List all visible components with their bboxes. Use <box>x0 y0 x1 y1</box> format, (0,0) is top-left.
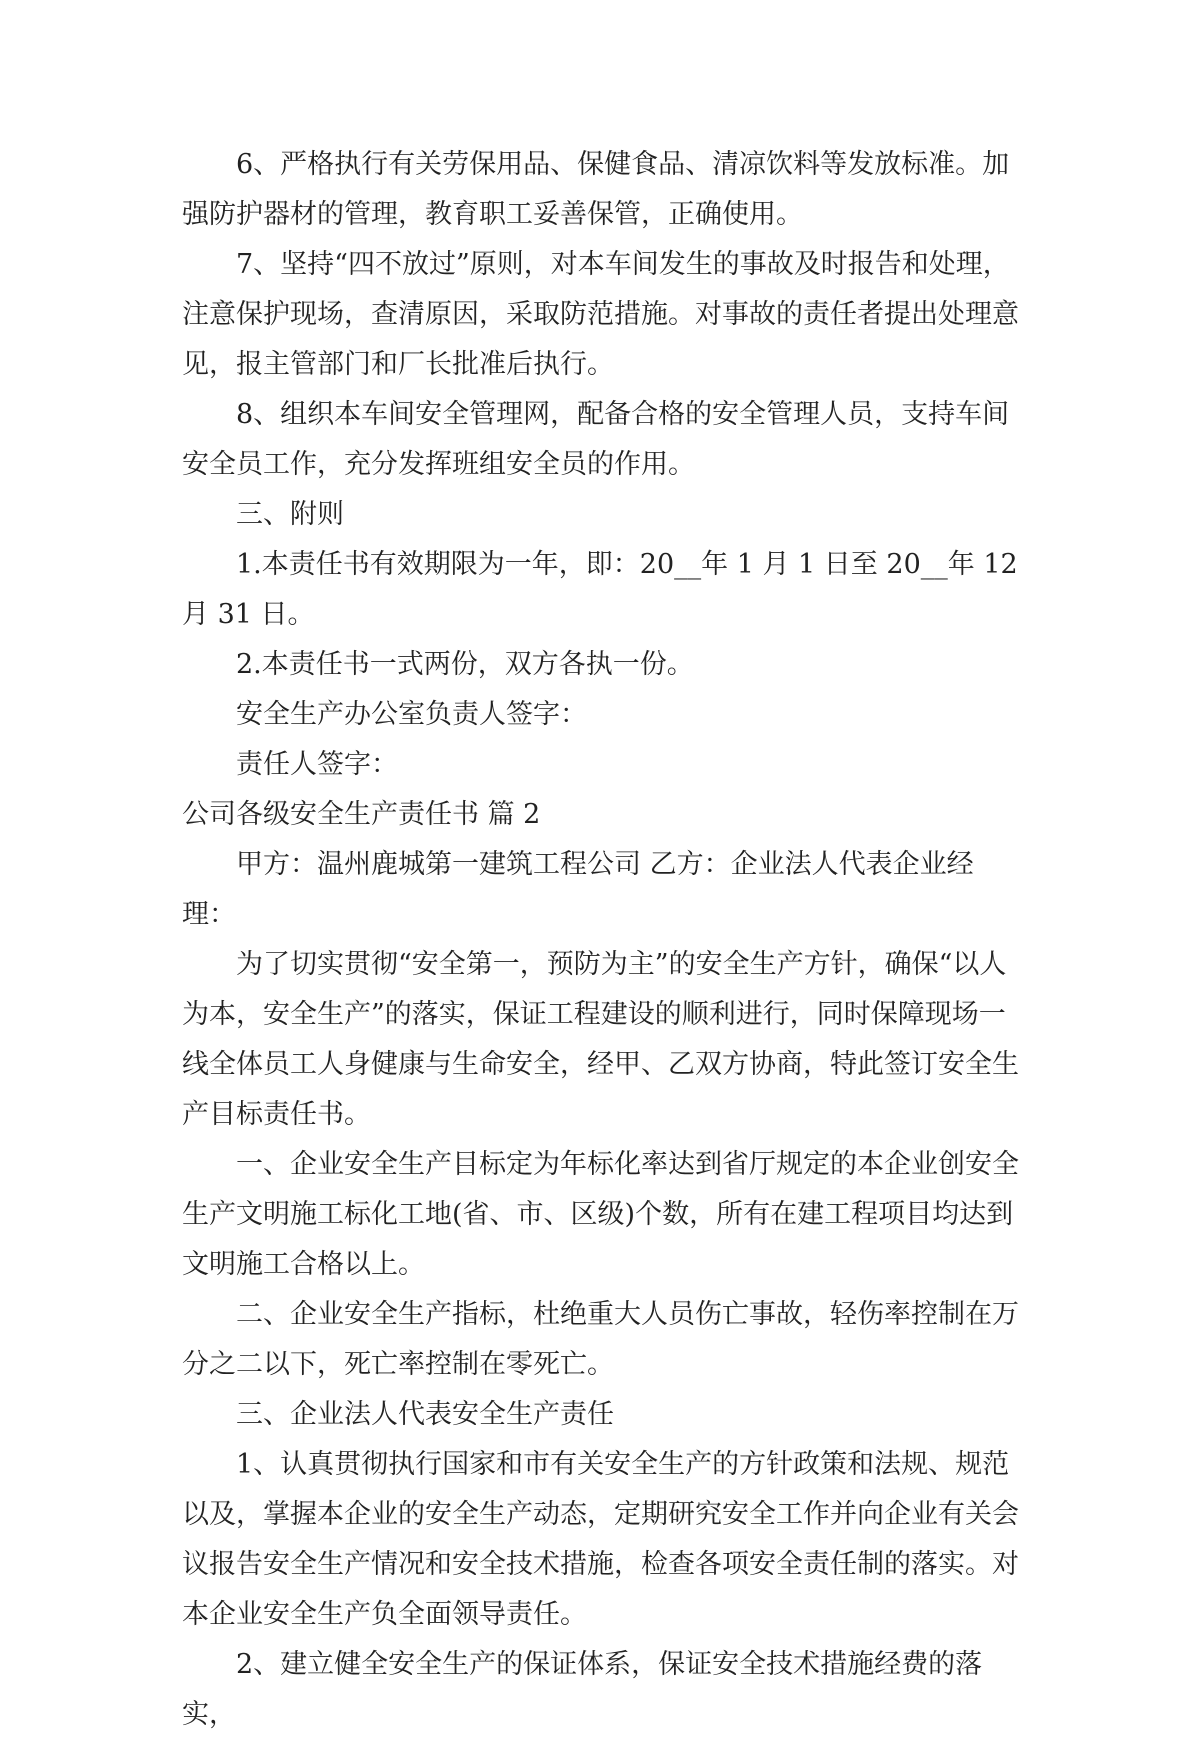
document-title-part-2: 公司各级安全生产责任书 篇 2 <box>182 799 541 830</box>
paragraph-item-8: 8、组织本车间安全管理网，配备合格的安全管理人员，支持车间安全员工作，充分发挥班组安全员的作用。 <box>182 399 1010 480</box>
document-body <box>182 140 1022 1740</box>
paragraph-indicators: 二、企业安全生产指标，杜绝重大人员伤亡事故，轻伤率控制在万分之二以下，死亡率控制在零死亡。 <box>182 1299 1019 1380</box>
paragraph-responsibility-2: 2、建立健全安全生产的保证体系，保证安全技术措施经费的落实， <box>182 1649 983 1730</box>
paragraph-validity: 1.本责任书有效期限为一年，即：20__年 1 月 1 日至 20__年 12 月 31 日。 <box>182 549 1018 630</box>
paragraph-responsibility-1: 1、认真贯彻执行国家和市有关安全生产的方针政策和法规、规范以及，掌握本企业的安全生产动态，定期研究安全工作并向企业有关会议报告安全生产情况和安全技术措施，检查各项安全责任制的落实。对本企业安全生产负全面领导责任。 <box>182 1449 1019 1630</box>
signature-office-head: 安全生产办公室负责人签字： <box>236 699 587 730</box>
section-heading-supplementary: 三、附则 <box>236 499 344 530</box>
signature-responsible-person: 责任人签字： <box>236 749 398 780</box>
paragraph-item-7: 7、坚持“四不放过”原则，对本车间发生的事故及时报告和处理，注意保护现场，查清原因，采取防范措施。对事故的责任者提出处理意见，报主管部门和厂长批准后执行。 <box>182 249 1019 380</box>
section-heading-responsibility: 三、企业法人代表安全生产责任 <box>236 1399 614 1430</box>
parties-line: 甲方：温州鹿城第一建筑工程公司 乙方：企业法人代表企业经理： <box>182 849 974 930</box>
paragraph-item-6: 6、严格执行有关劳保用品、保健食品、清凉饮料等发放标准。加强防护器材的管理，教育职工妥善保管，正确使用。 <box>182 149 1010 230</box>
paragraph-goal: 一、企业安全生产目标定为年标化率达到省厅规定的本企业创安全生产文明施工标化工地(省、市、区级)个数，所有在建工程项目均达到文明施工合格以上。 <box>182 1149 1019 1280</box>
paragraph-copies: 2.本责任书一式两份，双方各执一份。 <box>236 649 694 680</box>
paragraph-intro: 为了切实贯彻“安全第一，预防为主”的安全生产方针，确保“以人为本，安全生产”的落实，保证工程建设的顺利进行，同时保障现场一线全体员工人身健康与生命安全，经甲、乙双方协商，特此签订安全生产目标责任书。 <box>182 949 1019 1130</box>
